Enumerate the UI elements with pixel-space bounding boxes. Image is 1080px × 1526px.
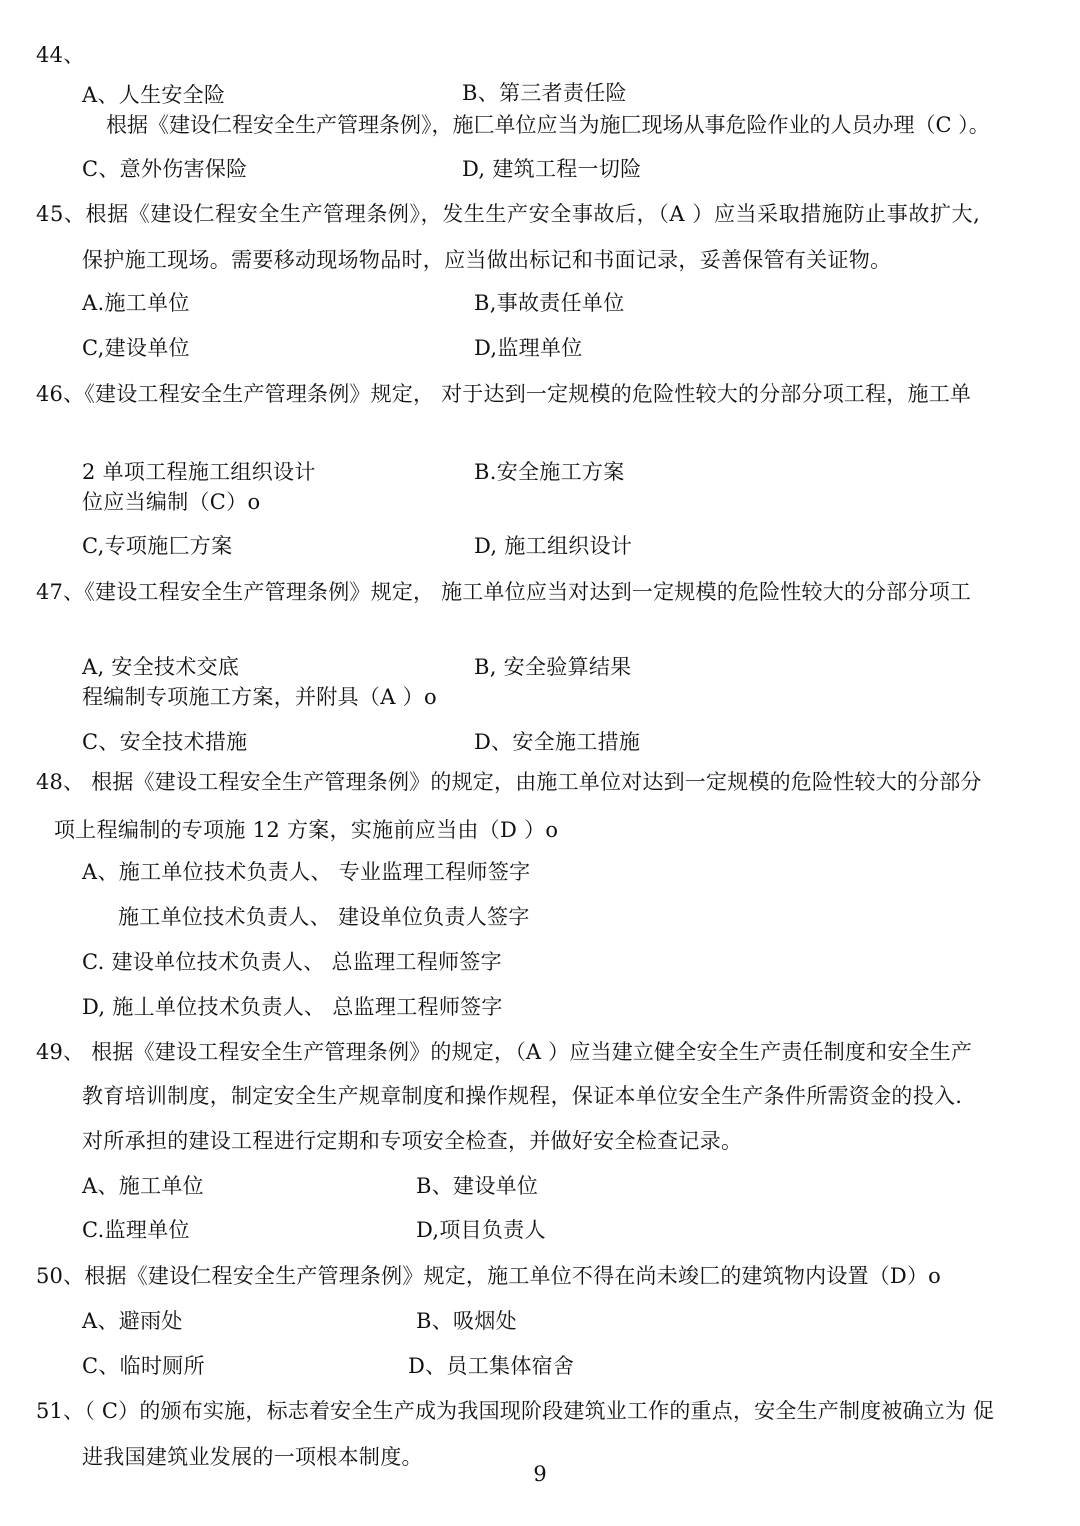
q46-option-d: D, 施工组织设计 xyxy=(474,534,633,558)
q44-stem: 根据《建设仁程安全生产管理条例》，施匚单位应当为施匚现场从事危险作业的人员办理（C ）。 xyxy=(106,113,990,137)
q51-stem-line1: 51、（ C）的颁布实施，标志着安全生产成为我国现阶段建筑业工作的重点，安全生产制度被确立为 促 xyxy=(36,1399,995,1423)
q49-option-c: C.监理单位 xyxy=(82,1218,190,1242)
q50-stem-line1: 50、根据《建设仁程安全生产管理条例》规定，施工单位不得在尚未竣匚的建筑物内设置（D）o xyxy=(36,1264,941,1288)
q48-option-d: D, 施丄单位技术负责人、 总监理工程师签字 xyxy=(82,995,503,1019)
q46-stem-line2: 位应当编制（C）o xyxy=(82,490,261,514)
q50-option-a: A、避雨处 xyxy=(82,1309,183,1333)
q44-option-c: C、意外伤害保险 xyxy=(82,157,248,181)
q45-stem-line2: 保护施工现场。需要移动现场物品时，应当做出标记和书面记录，妥善保管有关证物。 xyxy=(82,248,892,272)
q47-stem-line2: 程编制专项施工方案，并附具（A ）o xyxy=(82,685,437,709)
q45-option-b: B,事故责任单位 xyxy=(474,291,625,315)
q49-stem-line1: 49、 根据《建设工程安全生产管理条例》的规定，（A ）应当建立健全安全生产责任制度和安全生产 xyxy=(36,1040,973,1064)
q47-option-c: C、安全技术措施 xyxy=(82,730,248,754)
q50-option-c: C、临时厕所 xyxy=(82,1354,205,1378)
q48-option-a: A、施工单位技术负责人、 专业监理工程师签字 xyxy=(82,860,531,884)
page-number: 9 xyxy=(533,1462,547,1486)
q44-option-b: B、第三者责任险 xyxy=(462,81,627,105)
q51-stem-line2: 进我国建筑业发展的一项根本制度。 xyxy=(82,1445,423,1469)
q49-stem-line3: 对所承担的建设工程进行定期和专项安全检查，并做好安全检查记录。 xyxy=(82,1129,743,1153)
q48-option-b: 施工单位技术负责人、 建设单位负责人签字 xyxy=(118,905,530,929)
q45-option-a: A.施工单位 xyxy=(82,291,190,315)
q45-option-d: D,监理单位 xyxy=(474,336,583,360)
q46-option-a: 2 单项工程施工组织设计 xyxy=(82,460,316,484)
q46-option-b: B.安全施工方案 xyxy=(474,460,625,484)
q44-option-a: A、人生安全险 xyxy=(82,83,226,107)
q45-stem-line1: 45、根据《建设仁程安全生产管理条例》，发生生产安全事故后，（A ）应当采取措施防止事故扩大, xyxy=(36,202,981,226)
q47-option-a: A, 安全技术交底 xyxy=(82,655,240,679)
q44-number: 44、 xyxy=(36,43,85,67)
q47-stem-line1: 47、《建设工程安全生产管理条例》规定， 施工单位应当对达到一定规模的危险性较大的分部分项工 xyxy=(36,580,972,604)
q49-stem-line2: 教育培训制度，制定安全生产规章制度和操作规程，保证本单位安全生产条件所需资金的投入. xyxy=(82,1084,963,1108)
q45-option-c: C,建设单位 xyxy=(82,336,190,360)
q47-option-b: B, 安全验算结果 xyxy=(474,655,632,679)
q48-stem-line1: 48、 根据《建设工程安全生产管理条例》的规定，由施工单位对达到一定规模的危险性较大的分部分 xyxy=(36,770,982,794)
q49-option-b: B、建设单位 xyxy=(416,1174,539,1198)
q50-option-b: B、吸烟处 xyxy=(416,1309,517,1333)
q44-option-d: D, 建筑工程一切险 xyxy=(462,157,642,181)
q47-option-d: D、安全施工措施 xyxy=(474,730,641,754)
q46-option-c: C,专项施匚方案 xyxy=(82,534,233,558)
q50-option-d: D、员工集体宿舍 xyxy=(408,1354,575,1378)
q46-stem-line1: 46、《建设工程安全生产管理条例》规定， 对于达到一定规模的危险性较大的分部分项工程，施工单 xyxy=(36,382,972,406)
q48-option-c: C. 建设单位技术负责人、 总监理工程师签字 xyxy=(82,950,502,974)
q49-option-d: D,项目负责人 xyxy=(416,1218,546,1242)
q49-option-a: A、施工单位 xyxy=(82,1174,204,1198)
q48-stem-line2: 项上程编制的专项施 12 方案，实施前应当由（D ）o xyxy=(54,818,559,842)
